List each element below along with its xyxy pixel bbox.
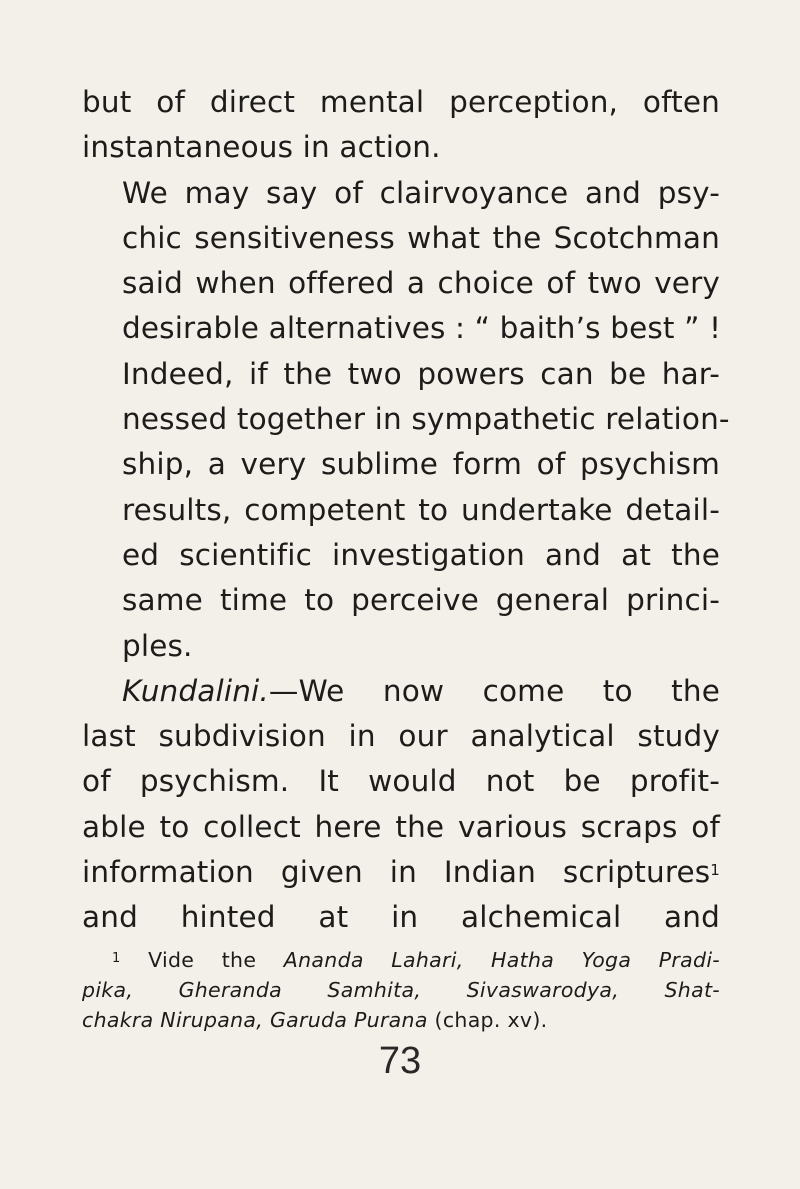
text-line: Indeed, if the two powers can be har- bbox=[122, 356, 720, 391]
text-line: and hinted at in alchemical and bbox=[82, 900, 720, 935]
footnote-line: pika, Gheranda Samhita, Sivaswarodya, Shat- bbox=[82, 977, 720, 1002]
main-text bbox=[82, 80, 730, 941]
footnote-line bbox=[82, 945, 720, 975]
text-line: said when offered a choice of two very bbox=[122, 266, 720, 301]
footnote-tail: (chap. xv). bbox=[434, 1007, 548, 1032]
page-body bbox=[82, 80, 730, 1035]
text-line: able to collect here the various scraps of bbox=[82, 809, 720, 844]
text-line: nessed together in sympathetic relation- bbox=[122, 402, 730, 437]
footnote-reference: 1 bbox=[710, 861, 720, 880]
footnote-vide: Vide the bbox=[148, 947, 257, 972]
text-line bbox=[82, 850, 720, 895]
text-line: of psychism. It would not be profit- bbox=[82, 764, 720, 799]
footnote-line bbox=[82, 1005, 720, 1035]
text-line: results, competent to undertake detail- bbox=[122, 492, 720, 527]
footnote-title: Garuda Purana bbox=[269, 1007, 428, 1032]
text-line: instantaneous in action. bbox=[82, 130, 441, 165]
text-line: last subdivision in our analytical study bbox=[82, 719, 720, 754]
paragraph-2 bbox=[82, 171, 730, 669]
text-line: We may say of clairvoyance and psy- bbox=[122, 175, 720, 210]
footnote-title: Ananda Lahari, Hatha Yoga Pradi- bbox=[283, 947, 721, 972]
text-line: ship, a very sublime form of psychism bbox=[122, 447, 720, 482]
paragraph-1 bbox=[82, 80, 720, 171]
page-number: 73 bbox=[378, 1040, 422, 1082]
text-line bbox=[82, 669, 720, 714]
section-heading: Kundalini. bbox=[122, 673, 269, 708]
text-line: ples. bbox=[122, 628, 193, 663]
text-run: information given in Indian scriptures bbox=[82, 855, 711, 890]
text-line: same time to perceive general princi- bbox=[122, 583, 720, 618]
footnote-marker: 1 bbox=[112, 950, 121, 966]
text-line: ed scientific investigation and at the bbox=[122, 537, 720, 572]
text-run: —We now come to the bbox=[268, 673, 720, 708]
text-line: desirable alternatives : “ baith’s best ” ! bbox=[122, 311, 722, 346]
footnote-title: chakra Nirupana, bbox=[82, 1007, 264, 1032]
text-line: chic sensitiveness what the Scotchman bbox=[122, 220, 720, 255]
text-line: but of direct mental perception, often bbox=[82, 85, 720, 119]
paragraph-3 bbox=[82, 669, 720, 941]
footnote bbox=[82, 945, 720, 1035]
